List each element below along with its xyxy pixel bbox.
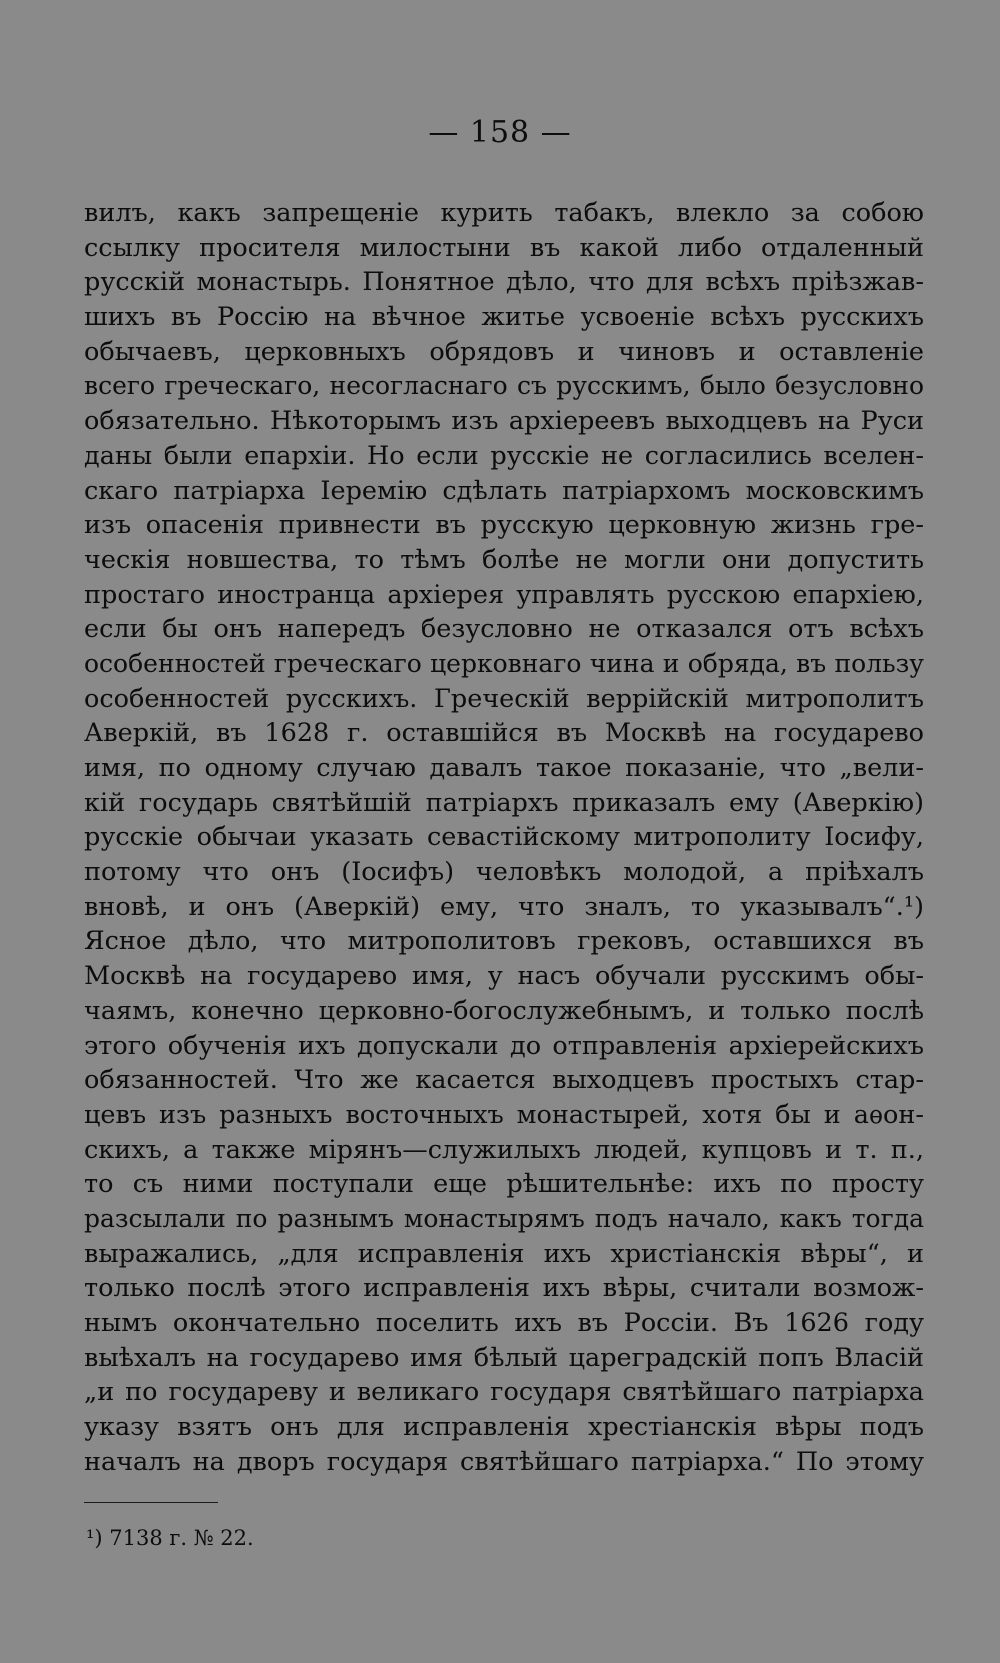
text-line: особенностей русскихъ. Греческій веррійскій митрополитъ — [84, 683, 924, 714]
body-text — [84, 196, 924, 1479]
text-line: скаго патріарха Іеремію сдѣлать патріархомъ московскимъ — [84, 475, 924, 506]
text-line: русскіе обычаи указать севастійскому митрополиту Іосифу, — [84, 822, 924, 853]
text-line: началъ на дворъ государя святѣйшаго патріарха.“ По этому — [84, 1446, 924, 1477]
text-line: обязательно. Нѣкоторымъ изъ архіереевъ выходцевъ на Руси — [84, 406, 924, 437]
text-line: Ясное дѣло, что митрополитовъ грековъ, оставшихся въ — [84, 926, 924, 957]
text-line: Москвѣ на государево имя, у насъ обучали русскимъ обы- — [84, 961, 924, 992]
text-line: обычаевъ, церковныхъ обрядовъ и чиновъ и оставленіе — [84, 336, 924, 367]
text-line: цевъ изъ разныхъ восточныхъ монастырей, хотя бы и аѳон- — [84, 1099, 924, 1130]
text-line: даны были епархіи. Но если русскіе не согласились вселен- — [84, 440, 924, 471]
text-line: потому что онъ (Іосифъ) человѣкъ молодой, а пріѣхалъ — [84, 857, 924, 888]
text-line: выѣхалъ на государево имя бѣлый цареградскій попъ Власій — [84, 1342, 924, 1373]
text-line: обязанностей. Что же касается выходцевъ простыхъ стар- — [84, 1065, 924, 1096]
text-line: особенностей греческаго церковнаго чина и обряда, въ пользу — [84, 648, 924, 678]
footnote-rule — [84, 1502, 218, 1503]
text-line: всего греческаго, несогласнаго съ русскимъ, было безусловно — [84, 371, 924, 401]
text-line: ссылку просителя милостыни въ какой либо отдаленный — [84, 232, 924, 263]
text-line: скихъ, а также мірянъ—служилыхъ людей, купцовъ и т. п., — [84, 1134, 924, 1165]
text-line: простаго иностранца архіерея управлять русскою епархіею, — [84, 579, 924, 610]
text-line: вновѣ, и онъ (Аверкій) ему, что зналъ, то указывалъ“.¹) — [84, 891, 924, 922]
text-line: этого обученія ихъ допускали до отправленія архіерейскихъ — [84, 1030, 924, 1061]
text-line: изъ опасенія привнести въ русскую церковную жизнь гре- — [84, 510, 924, 541]
text-line: выражались, „для исправленія ихъ христіанскія вѣры“, и — [84, 1238, 924, 1269]
text-line: разсылали по разнымъ монастырямъ подъ начало, какъ тогда — [84, 1203, 924, 1233]
text-line: если бы онъ напередъ безусловно не отказался отъ всѣхъ — [84, 614, 924, 645]
text-line: Аверкій, въ 1628 г. оставшійся въ Москвѣ на государево — [84, 718, 924, 749]
text-line: только послѣ этого исправленія ихъ вѣры, считали возмож- — [84, 1273, 924, 1304]
text-line: вилъ, какъ запрещеніе курить табакъ, влекло за собою — [84, 198, 924, 228]
text-line: кій государь святѣйшій патріархъ приказалъ ему (Аверкію) — [84, 787, 924, 818]
text-line: имя, по одному случаю давалъ такое показаніе, что „вели- — [84, 753, 924, 783]
text-line: шихъ въ Россію на вѣчное житье усвоеніе всѣхъ русскихъ — [84, 302, 924, 333]
text-line: ческія новшества, то тѣмъ болѣе не могли они допустить — [84, 544, 924, 575]
text-line: указу взятъ онъ для исправленія хрестіанскія вѣры подъ — [84, 1412, 924, 1443]
text-line: то съ ними поступали еще рѣшительнѣе: ихъ по просту — [84, 1169, 924, 1200]
text-line: нымъ окончательно поселить ихъ въ Россіи. Въ 1626 году — [84, 1308, 924, 1338]
text-line: чаямъ, конечно церковно-богослужебнымъ, и только послѣ — [84, 995, 924, 1026]
page-number: — 158 — — [428, 115, 572, 150]
text-line: „и по государеву и великаго государя святѣйшаго патріарха — [84, 1377, 924, 1408]
text-line: русскій монастырь. Понятное дѣло, что для всѣхъ пріѣзжав- — [84, 267, 924, 298]
footnote: ¹) 7138 г. № 22. — [86, 1526, 254, 1550]
